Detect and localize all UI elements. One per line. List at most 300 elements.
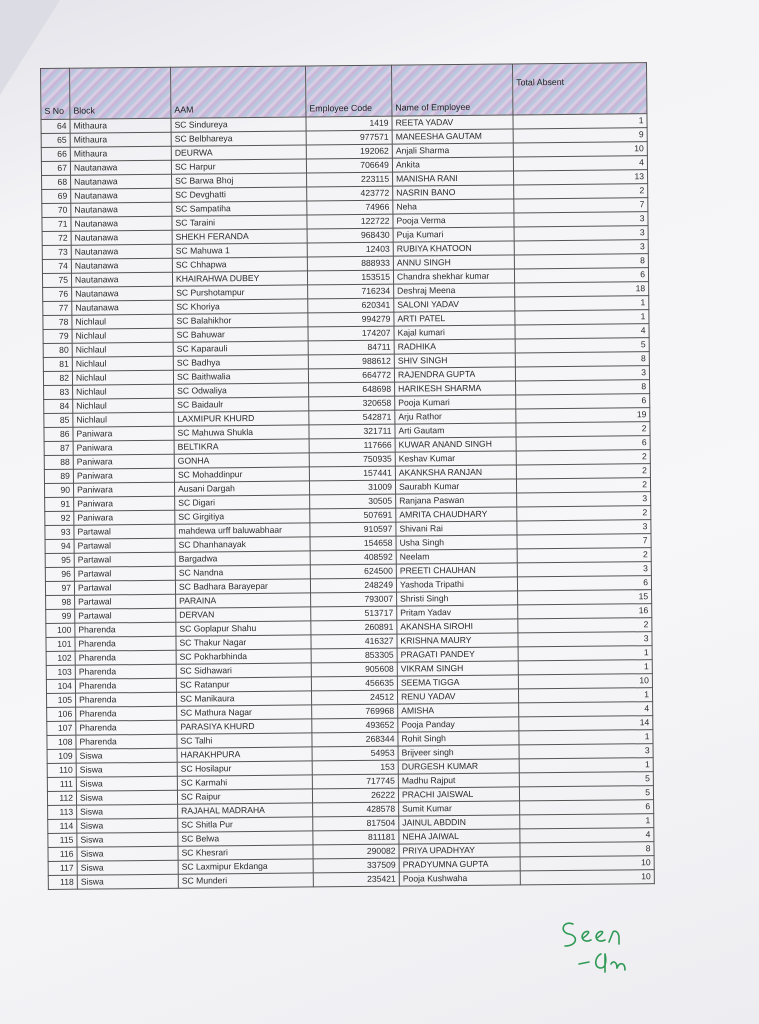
cell-total-absent: 16: [518, 604, 652, 619]
cell-block: Pharenda: [75, 664, 176, 679]
cell-aam: SC Belbhareya: [171, 131, 306, 146]
cell-employee-name: Puja Kumari: [393, 227, 514, 242]
cell-employee-code: 853305: [311, 648, 397, 663]
cell-sno: 75: [42, 273, 71, 287]
cell-block: Pharenda: [76, 706, 177, 721]
cell-sno: 88: [44, 455, 73, 469]
cell-employee-name: SHIV SINGH: [394, 353, 515, 368]
cell-employee-name: Rohit Singh: [398, 731, 519, 746]
cell-employee-name: JAINUL ABDDIN: [399, 815, 520, 830]
cell-aam: SC Karmahi: [177, 775, 312, 790]
cell-employee-name: Pooja Kushwaha: [399, 871, 520, 886]
cell-total-absent: 5: [519, 772, 653, 787]
cell-employee-name: Ranjana Paswan: [396, 493, 517, 508]
header-total-absent: Total Absent: [512, 63, 646, 115]
cell-total-absent: 8: [520, 842, 654, 857]
cell-sno: 76: [43, 287, 72, 301]
cell-employee-name: PRIYA UPADHYAY: [399, 843, 520, 858]
cell-employee-code: 968430: [307, 228, 393, 243]
cell-block: Pharenda: [75, 622, 176, 637]
cell-employee-code: 26222: [312, 788, 398, 803]
cell-total-absent: 4: [520, 828, 654, 843]
cell-aam: SC Sidhawari: [176, 663, 311, 678]
cell-sno: 92: [45, 511, 74, 525]
cell-sno: 94: [45, 539, 74, 553]
cell-block: Partawal: [74, 538, 175, 553]
cell-aam: Bargadwa: [175, 551, 310, 566]
cell-employee-name: ARTI PATEL: [394, 311, 515, 326]
cell-employee-name: Anjali Sharma: [392, 143, 513, 158]
cell-employee-name: PRACHI JAISWAL: [398, 787, 519, 802]
cell-block: Mithaura: [70, 118, 171, 133]
cell-sno: 71: [42, 217, 71, 231]
cell-employee-name: RENU YADAV: [397, 689, 518, 704]
cell-employee-name: Chandra shekhar kumar: [393, 269, 514, 284]
cell-employee-code: 507691: [310, 508, 396, 523]
cell-employee-name: Neha: [393, 199, 514, 214]
cell-employee-code: 268344: [312, 732, 398, 747]
cell-employee-name: Yashoda Tripathi: [396, 577, 517, 592]
cell-total-absent: 3: [514, 226, 648, 241]
cell-total-absent: 2: [516, 464, 650, 479]
cell-total-absent: 18: [515, 282, 649, 297]
cell-block: Mithaura: [70, 132, 171, 147]
table-body: [41, 114, 654, 890]
cell-employee-name: Arju Rathor: [395, 409, 516, 424]
cell-employee-code: 74966: [307, 200, 393, 215]
cell-sno: 104: [46, 679, 75, 693]
cell-aam: SC Odwaliya: [174, 383, 309, 398]
cell-sno: 80: [43, 343, 72, 357]
cell-sno: 115: [48, 833, 77, 847]
cell-employee-name: RADHIKA: [394, 339, 515, 354]
cell-employee-name: REETA YADAV: [392, 115, 513, 130]
cell-block: Nautanawa: [71, 216, 172, 231]
cell-aam: SC Munderi: [178, 873, 313, 888]
cell-block: Nautanawa: [72, 300, 173, 315]
cell-total-absent: 3: [517, 520, 651, 535]
cell-aam: SC Khoriya: [173, 299, 308, 314]
cell-employee-code: 192062: [306, 144, 392, 159]
cell-total-absent: 3: [519, 744, 653, 759]
cell-total-absent: 8: [515, 352, 649, 367]
cell-block: Paniwara: [74, 496, 175, 511]
cell-employee-code: 888933: [307, 256, 393, 271]
cell-sno: 65: [41, 133, 70, 147]
cell-sno: 99: [46, 609, 75, 623]
cell-block: Nautanawa: [71, 230, 172, 245]
cell-employee-name: AKANKSHA RANJAN: [395, 465, 516, 480]
cell-total-absent: 5: [519, 786, 653, 801]
cell-sno: 118: [48, 875, 77, 889]
cell-aam: SC Barwa Bhoj: [172, 173, 307, 188]
cell-aam: PARASIYA KHURD: [177, 719, 312, 734]
header-aam: AAM: [170, 66, 305, 118]
cell-employee-code: 905608: [311, 662, 397, 677]
cell-block: Nichlaul: [72, 342, 173, 357]
cell-block: Siswa: [77, 818, 178, 833]
cell-aam: SC Talhi: [177, 733, 312, 748]
cell-block: Nautanawa: [71, 244, 172, 259]
cell-total-absent: 3: [514, 212, 648, 227]
cell-sno: 96: [45, 567, 74, 581]
cell-total-absent: 6: [520, 800, 654, 815]
cell-employee-name: Sumit Kumar: [399, 801, 520, 816]
cell-employee-code: 750935: [309, 452, 395, 467]
cell-block: Siswa: [76, 790, 177, 805]
cell-sno: 95: [45, 553, 74, 567]
cell-block: Siswa: [77, 874, 178, 889]
cell-sno: 89: [44, 469, 73, 483]
cell-employee-name: KRISHNA MAURY: [397, 633, 518, 648]
cell-block: Nichlaul: [73, 398, 174, 413]
absence-table: [40, 62, 655, 890]
cell-employee-code: 154658: [310, 536, 396, 551]
cell-block: Nichlaul: [73, 384, 174, 399]
cell-total-absent: 2: [516, 450, 650, 465]
cell-sno: 116: [48, 847, 77, 861]
cell-block: Nautanawa: [70, 160, 171, 175]
cell-employee-code: 513717: [311, 606, 397, 621]
cell-sno: 69: [42, 189, 71, 203]
cell-employee-code: 620341: [308, 298, 394, 313]
cell-total-absent: 1: [515, 296, 649, 311]
cell-total-absent: 10: [520, 856, 654, 871]
cell-employee-name: Madhu Rajput: [398, 773, 519, 788]
cell-aam: SHEKH FERANDA: [172, 229, 307, 244]
cell-employee-name: PREETI CHAUHAN: [396, 563, 517, 578]
cell-aam: HARAKHPURA: [177, 747, 312, 762]
cell-employee-name: HARIKESH SHARMA: [395, 381, 516, 396]
cell-aam: KHAIRAHWA DUBEY: [172, 271, 307, 286]
cell-employee-name: Shristi Singh: [397, 591, 518, 606]
cell-block: Nautanawa: [72, 286, 173, 301]
cell-aam: SC Manikaura: [176, 691, 311, 706]
cell-total-absent: 5: [515, 338, 649, 353]
cell-block: Siswa: [77, 846, 178, 861]
cell-aam: SC Nandna: [175, 565, 310, 580]
cell-total-absent: 4: [515, 324, 649, 339]
cell-employee-code: 321711: [309, 424, 395, 439]
cell-aam: SC Badhya: [173, 355, 308, 370]
cell-employee-code: 1419: [306, 116, 392, 131]
cell-sno: 84: [44, 399, 73, 413]
cell-employee-code: 811181: [313, 830, 399, 845]
cell-employee-name: Keshav Kumar: [395, 451, 516, 466]
cell-block: Pharenda: [76, 734, 177, 749]
cell-sno: 114: [48, 819, 77, 833]
cell-employee-name: Saurabh Kumar: [395, 479, 516, 494]
cell-employee-code: 793007: [311, 592, 397, 607]
cell-total-absent: 8: [514, 254, 648, 269]
cell-sno: 98: [46, 595, 75, 609]
cell-block: Partawal: [74, 524, 175, 539]
cell-employee-code: 157441: [309, 466, 395, 481]
cell-total-absent: 13: [514, 170, 648, 185]
cell-total-absent: 2: [517, 506, 651, 521]
cell-sno: 67: [41, 161, 70, 175]
cell-block: Paniwara: [73, 468, 174, 483]
cell-total-absent: 2: [516, 478, 650, 493]
cell-block: Nautanawa: [71, 272, 172, 287]
cell-employee-name: NEHA JAIWAL: [399, 829, 520, 844]
cell-total-absent: 4: [513, 156, 647, 171]
cell-employee-name: VIKRAM SINGH: [397, 661, 518, 676]
cell-total-absent: 7: [514, 198, 648, 213]
cell-total-absent: 6: [514, 268, 648, 283]
cell-block: Pharenda: [76, 692, 177, 707]
cell-block: Paniwara: [73, 482, 174, 497]
cell-employee-name: Ankita: [392, 157, 513, 172]
cell-block: Pharenda: [75, 650, 176, 665]
cell-employee-code: 260891: [311, 620, 397, 635]
cell-aam: SC Harpur: [171, 159, 306, 174]
cell-aam: DERVAN: [176, 607, 311, 622]
cell-aam: DEURWA: [171, 145, 306, 160]
cell-employee-name: AMISHA: [398, 703, 519, 718]
cell-aam: SC Belwa: [178, 831, 313, 846]
cell-total-absent: 3: [517, 492, 651, 507]
cell-aam: GONHA: [174, 453, 309, 468]
cell-employee-code: 716234: [308, 284, 394, 299]
cell-aam: RAJAHAL MADRAHA: [178, 803, 313, 818]
cell-employee-code: 320658: [309, 396, 395, 411]
cell-sno: 74: [42, 259, 71, 273]
cell-aam: SC Kaparauli: [173, 341, 308, 356]
cell-employee-code: 174207: [308, 326, 394, 341]
cell-total-absent: 3: [514, 240, 648, 255]
cell-employee-code: 493652: [312, 718, 398, 733]
cell-sno: 64: [41, 119, 70, 133]
cell-aam: PARAINA: [176, 593, 311, 608]
cell-sno: 100: [46, 623, 75, 637]
cell-block: Partawal: [75, 594, 176, 609]
cell-total-absent: 2: [518, 618, 652, 633]
cell-aam: SC Mahuwa Shukla: [174, 425, 309, 440]
cell-employee-name: Pooja Kumari: [395, 395, 516, 410]
cell-total-absent: 1: [519, 730, 653, 745]
cell-aam: SC Baithwalia: [173, 369, 308, 384]
cell-employee-name: RAJENDRA GUPTA: [394, 367, 515, 382]
cell-sno: 111: [47, 777, 76, 791]
cell-sno: 68: [42, 175, 71, 189]
cell-aam: SC Digari: [175, 495, 310, 510]
cell-sno: 72: [42, 231, 71, 245]
cell-total-absent: 19: [516, 408, 650, 423]
cell-aam: BELTIKRA: [174, 439, 309, 454]
cell-sno: 81: [43, 357, 72, 371]
cell-sno: 86: [44, 427, 73, 441]
cell-employee-code: 542871: [309, 410, 395, 425]
cell-sno: 82: [43, 371, 72, 385]
cell-total-absent: 1: [519, 758, 653, 773]
cell-block: Partawal: [74, 566, 175, 581]
cell-block: Siswa: [77, 832, 178, 847]
cell-sno: 79: [43, 329, 72, 343]
header-sno: S No: [41, 68, 70, 119]
cell-total-absent: 6: [516, 394, 650, 409]
cell-block: Paniwara: [73, 440, 174, 455]
cell-employee-code: 456635: [311, 676, 397, 691]
cell-employee-code: 664772: [308, 368, 394, 383]
cell-employee-code: 24512: [311, 690, 397, 705]
cell-total-absent: 2: [514, 184, 648, 199]
cell-employee-name: ANNU SINGH: [393, 255, 514, 270]
cell-aam: SC Badhara Barayepar: [175, 579, 310, 594]
cell-total-absent: 14: [519, 716, 653, 731]
cell-employee-code: 153515: [307, 270, 393, 285]
cell-aam: SC Sampatiha: [172, 201, 307, 216]
cell-employee-code: 153: [312, 760, 398, 775]
header-employee-name: Name of Employee: [391, 64, 512, 116]
cell-block: Partawal: [74, 580, 175, 595]
cell-employee-name: PRAGATI PANDEY: [397, 647, 518, 662]
cell-aam: SC Devghatti: [172, 187, 307, 202]
cell-sno: 73: [42, 245, 71, 259]
cell-total-absent: 8: [516, 380, 650, 395]
cell-block: Nichlaul: [72, 328, 173, 343]
cell-aam: SC Balahikhor: [173, 313, 308, 328]
cell-block: Nautanawa: [71, 174, 172, 189]
cell-employee-name: RUBIYA KHATOON: [393, 241, 514, 256]
cell-employee-name: Brijveer singh: [398, 745, 519, 760]
cell-employee-name: NASRIN BANO: [393, 185, 514, 200]
cell-employee-code: 817504: [313, 816, 399, 831]
cell-aam: SC Laxmipur Ekdanga: [178, 859, 313, 874]
cell-sno: 91: [45, 497, 74, 511]
cell-employee-name: Pritam Yadav: [397, 605, 518, 620]
cell-sno: 97: [45, 581, 74, 595]
cell-employee-code: 235421: [313, 872, 399, 887]
cell-sno: 105: [47, 693, 76, 707]
cell-total-absent: 1: [520, 814, 654, 829]
cell-employee-code: 706649: [306, 158, 392, 173]
cell-aam: mahdewa urff baluwabhaar: [175, 523, 310, 538]
cell-employee-code: 30505: [310, 494, 396, 509]
cell-employee-code: 977571: [306, 130, 392, 145]
cell-employee-name: PRADYUMNA GUPTA: [399, 857, 520, 872]
cell-employee-code: 337509: [313, 858, 399, 873]
cell-employee-code: 624500: [310, 564, 396, 579]
cell-employee-code: 12403: [307, 242, 393, 257]
cell-sno: 106: [47, 707, 76, 721]
cell-block: Siswa: [77, 860, 178, 875]
cell-block: Nichlaul: [72, 370, 173, 385]
cell-sno: 109: [47, 749, 76, 763]
cell-total-absent: 7: [517, 534, 651, 549]
cell-block: Paniwara: [74, 510, 175, 525]
cell-sno: 103: [46, 665, 75, 679]
cell-block: Partawal: [74, 552, 175, 567]
cell-sno: 117: [48, 861, 77, 875]
cell-aam: SC Purshotampur: [173, 285, 308, 300]
cell-employee-code: 428578: [313, 802, 399, 817]
cell-aam: SC Hosilapur: [177, 761, 312, 776]
cell-aam: SC Ratanpur: [176, 677, 311, 692]
cell-employee-name: MANISHA RANI: [393, 171, 514, 186]
cell-sno: 83: [44, 385, 73, 399]
cell-aam: SC Girgitiya: [175, 509, 310, 524]
cell-employee-name: Deshraj Meena: [394, 283, 515, 298]
cell-sno: 93: [45, 525, 74, 539]
cell-block: Paniwara: [73, 454, 174, 469]
cell-total-absent: 1: [518, 688, 652, 703]
cell-block: Nichlaul: [72, 314, 173, 329]
cell-total-absent: 2: [517, 548, 651, 563]
header-employee-code: Employee Code: [305, 65, 391, 117]
cell-employee-code: 416327: [311, 634, 397, 649]
cell-employee-code: 994279: [308, 312, 394, 327]
cell-employee-code: 84711: [308, 340, 394, 355]
cell-sno: 108: [47, 735, 76, 749]
cell-sno: 87: [44, 441, 73, 455]
cell-sno: 78: [43, 315, 72, 329]
cell-aam: SC Thakur Nagar: [176, 635, 311, 650]
cell-employee-code: 408592: [310, 550, 396, 565]
cell-aam: SC Pokharbhinda: [176, 649, 311, 664]
cell-sno: 107: [47, 721, 76, 735]
cell-employee-code: 717745: [312, 774, 398, 789]
cell-employee-code: 910597: [310, 522, 396, 537]
cell-aam: SC Taraini: [172, 215, 307, 230]
table-header-row: [41, 63, 647, 120]
cell-block: Nichlaul: [73, 412, 174, 427]
cell-employee-code: 290082: [313, 844, 399, 859]
cell-aam: LAXMIPUR KHURD: [174, 411, 309, 426]
cell-total-absent: 6: [517, 576, 651, 591]
cell-block: Nautanawa: [71, 258, 172, 273]
cell-block: Pharenda: [75, 678, 176, 693]
cell-employee-name: Usha Singh: [396, 535, 517, 550]
cell-total-absent: 1: [518, 646, 652, 661]
cell-total-absent: 9: [513, 128, 647, 143]
cell-employee-name: Shivani Rai: [396, 521, 517, 536]
cell-employee-name: Kajal kumari: [394, 325, 515, 340]
cell-total-absent: 3: [518, 632, 652, 647]
cell-block: Partawal: [75, 608, 176, 623]
cell-sno: 70: [42, 203, 71, 217]
cell-block: Paniwara: [73, 426, 174, 441]
cell-total-absent: 2: [516, 422, 650, 437]
cell-employee-name: SALONI YADAV: [394, 297, 515, 312]
cell-aam: SC Mahuwa 1: [172, 243, 307, 258]
cell-sno: 101: [46, 637, 75, 651]
cell-sno: 66: [41, 147, 70, 161]
cell-employee-code: 248249: [310, 578, 396, 593]
cell-total-absent: 3: [515, 366, 649, 381]
cell-employee-code: 988612: [308, 354, 394, 369]
cell-block: Siswa: [76, 762, 177, 777]
cell-aam: Ausani Dargah: [174, 481, 309, 496]
cell-employee-name: KUWAR ANAND SINGH: [395, 437, 516, 452]
cell-employee-name: Pooja Verma: [393, 213, 514, 228]
cell-aam: SC Khesrari: [178, 845, 313, 860]
cell-employee-name: AKANSHA SIROHI: [397, 619, 518, 634]
cell-employee-name: SEEMA TIGGA: [397, 675, 518, 690]
cell-block: Nautanawa: [71, 188, 172, 203]
cell-block: Nichlaul: [72, 356, 173, 371]
cell-employee-code: 423772: [307, 186, 393, 201]
cell-block: Siswa: [76, 776, 177, 791]
cell-employee-code: 31009: [309, 480, 395, 495]
cell-aam: SC Shitla Pur: [178, 817, 313, 832]
cell-aam: SC Goplapur Shahu: [176, 621, 311, 636]
cell-aam: SC Mathura Nagar: [177, 705, 312, 720]
cell-block: Siswa: [77, 804, 178, 819]
cell-total-absent: 10: [518, 674, 652, 689]
cell-employee-name: Arti Gautam: [395, 423, 516, 438]
cell-block: Mithaura: [70, 146, 171, 161]
